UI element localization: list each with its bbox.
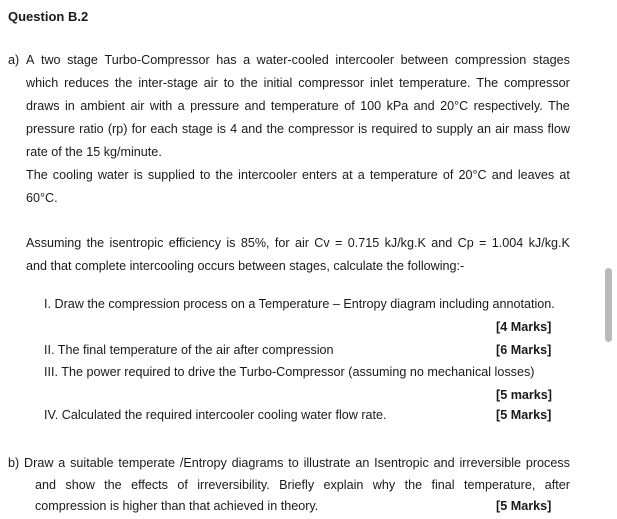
word: air — [495, 122, 510, 136]
word: the — [404, 478, 423, 492]
word: supply — [436, 122, 473, 136]
word: kJ/kg.K — [384, 236, 426, 250]
word: irreversibility. — [197, 478, 270, 492]
assumption-line: and that complete intercooling occurs between stages, calculate the following:- — [26, 259, 465, 273]
word: intercooler — [238, 168, 297, 182]
word: to — [288, 456, 299, 470]
item-iii-text: III. The power required to drive the Turbo-Compressor (assuming no mechanical losses) — [44, 365, 535, 379]
word: Cv — [314, 236, 330, 250]
word: and — [35, 478, 57, 492]
word: effects — [131, 478, 168, 492]
word: required — [371, 122, 418, 136]
word: Briefly — [279, 478, 315, 492]
word: show — [65, 478, 95, 492]
word: supplied — [147, 168, 195, 182]
word: the — [86, 236, 105, 250]
word: Cp — [457, 236, 474, 250]
word: a — [357, 168, 365, 182]
word: Isentropic — [374, 456, 429, 470]
part-a-line: 60°C. — [26, 191, 58, 205]
word: Draw — [24, 456, 54, 470]
word: is — [358, 122, 368, 136]
part-b-line — [8, 456, 570, 470]
word: 85%, — [240, 236, 270, 250]
part-a-line — [26, 76, 570, 90]
word: = — [335, 236, 343, 250]
word: for — [131, 122, 147, 136]
word: process — [525, 456, 570, 470]
word: a — [243, 53, 251, 67]
item-iv-marks: [5 Marks] — [496, 408, 552, 422]
word: and — [433, 456, 455, 470]
word: stages — [532, 53, 570, 67]
word: and — [413, 99, 435, 113]
word: temperature, — [463, 478, 536, 492]
word: 20°C — [440, 99, 469, 113]
word: initial — [263, 76, 293, 90]
word: explain — [323, 478, 364, 492]
word: stage — [181, 122, 213, 136]
word: to — [223, 76, 235, 90]
word: A — [26, 53, 35, 67]
word: mass — [513, 122, 544, 136]
word: ambient — [80, 99, 126, 113]
item-i-marks: [4 Marks] — [496, 320, 552, 334]
word: The — [548, 99, 570, 113]
word: why — [372, 478, 396, 492]
word: isentropic — [109, 236, 164, 250]
part-a-line: rate of the 15 kg/minute. — [26, 145, 162, 159]
word: /Entropy — [179, 456, 227, 470]
word: of — [344, 99, 355, 113]
item-iii-marks: [5 marks] — [496, 388, 553, 402]
word: at — [559, 168, 570, 182]
word: diagrams — [231, 456, 284, 470]
part-a-label: a) — [8, 53, 20, 67]
part-b-marks: [5 Marks] — [496, 499, 552, 513]
word: and — [244, 99, 266, 113]
word: is — [226, 236, 236, 250]
word: inter-stage — [138, 76, 198, 90]
word: 4 — [230, 122, 238, 136]
word: a — [177, 99, 185, 113]
word: final — [431, 478, 455, 492]
word: pressure — [26, 122, 75, 136]
word: irreversible — [459, 456, 522, 470]
part-b-line — [35, 478, 570, 492]
part-a-line — [26, 99, 570, 113]
word: has — [216, 53, 237, 67]
word: kPa — [386, 99, 409, 113]
word: temperate — [118, 456, 176, 470]
word: two — [40, 53, 61, 67]
assumption-line — [26, 236, 570, 250]
part-b-line: compression is higher than that achieved in theory. — [35, 499, 319, 513]
word: leaves — [517, 168, 555, 182]
word: a — [58, 456, 66, 470]
word: compressor — [288, 122, 354, 136]
word: the — [240, 76, 258, 90]
word: The — [26, 168, 48, 182]
word: in — [65, 99, 75, 113]
word: with — [149, 99, 173, 113]
word: pressure — [190, 99, 240, 113]
word: water-cooled — [256, 53, 329, 67]
word: efficiency — [168, 236, 222, 250]
word: is — [216, 122, 226, 136]
word: 20°C — [458, 168, 487, 182]
word: (rp) — [107, 122, 128, 136]
word: the — [114, 76, 133, 90]
word: temperature. — [399, 76, 471, 90]
word: flow — [547, 122, 570, 136]
word: after — [544, 478, 570, 492]
item-ii-text: II. The final temperature of the air after compression — [44, 343, 334, 357]
word: air — [203, 76, 218, 90]
word: air — [130, 99, 145, 113]
word: an — [355, 456, 370, 470]
word: each — [150, 122, 178, 136]
question-title: Question B.2 — [8, 9, 89, 24]
word: and — [491, 168, 513, 182]
word: Assuming — [26, 236, 82, 250]
word: which — [26, 76, 59, 90]
word: at — [342, 168, 353, 182]
word: and — [431, 236, 453, 250]
word: compression — [454, 53, 527, 67]
word: for — [274, 236, 290, 250]
word: is — [133, 168, 143, 182]
word: = — [479, 236, 487, 250]
word: inlet — [370, 76, 394, 90]
word: The — [476, 76, 499, 90]
word: compressor — [504, 76, 570, 90]
word: 0.715 — [347, 236, 380, 250]
word: draws — [26, 99, 60, 113]
word: the — [215, 168, 234, 182]
word: ratio — [79, 122, 104, 136]
word: and — [241, 122, 263, 136]
word: 1.004 — [491, 236, 524, 250]
word: intercooler — [335, 53, 395, 67]
word: to — [199, 168, 211, 182]
word: air — [294, 236, 309, 250]
word: temperature — [369, 168, 438, 182]
word: of — [442, 168, 454, 182]
word: illustrate — [303, 456, 351, 470]
word: an — [476, 122, 491, 136]
part-a-line — [26, 168, 570, 182]
word: stage — [67, 53, 98, 67]
word: the — [266, 122, 284, 136]
word: Turbo-Compressor — [104, 53, 210, 67]
word: of — [177, 478, 188, 492]
part-a-line — [26, 53, 570, 67]
word: suitable — [70, 456, 114, 470]
word: temperature — [270, 99, 339, 113]
item-ii-marks: [6 Marks] — [496, 343, 552, 357]
word: enters — [302, 168, 338, 182]
word: respectively. — [473, 99, 543, 113]
word: 100 — [360, 99, 382, 113]
word: kJ/kg.K — [528, 236, 570, 250]
word: cooling — [52, 168, 93, 182]
word: compressor — [298, 76, 365, 90]
word: to — [421, 122, 433, 136]
word: b) — [8, 456, 20, 470]
word: the — [104, 478, 122, 492]
word: between — [400, 53, 449, 67]
vertical-scrollbar[interactable] — [605, 268, 612, 342]
item-i-text: I. Draw the compression process on a Temperature – Entropy diagram including annotation. — [44, 297, 555, 311]
word: water — [97, 168, 129, 182]
part-a-line — [26, 122, 570, 136]
item-iv-text: IV. Calculated the required intercooler cooling water flow rate. — [44, 408, 387, 422]
word: reduces — [64, 76, 109, 90]
